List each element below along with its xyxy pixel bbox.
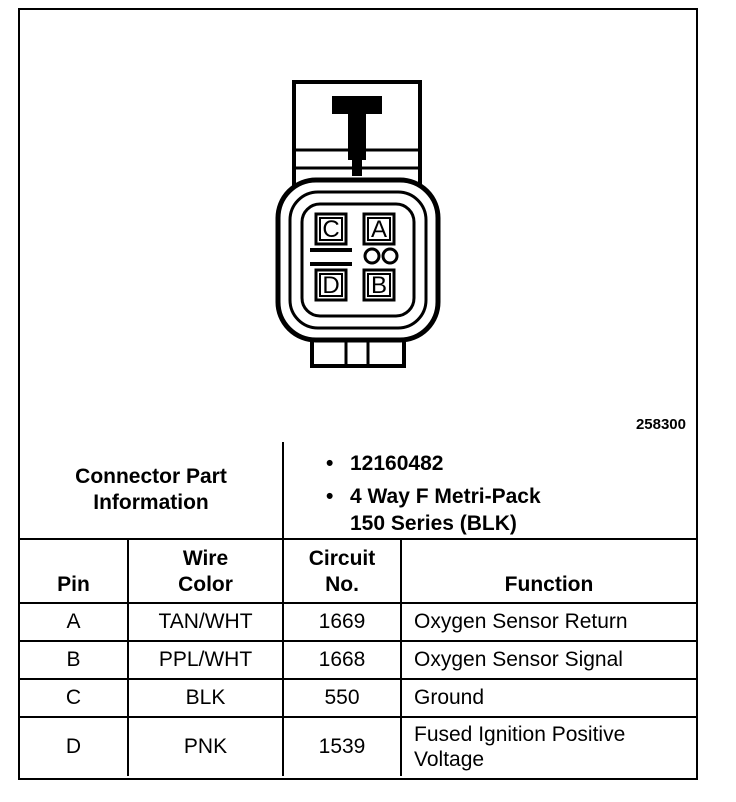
header-pin: Pin xyxy=(20,539,128,603)
cell-function-line1: Fused Ignition Positive xyxy=(414,723,626,746)
cell-function: Ground xyxy=(401,679,696,717)
header-function: Function xyxy=(401,539,696,603)
cell-pin: A xyxy=(20,603,128,641)
figure-number: 258300 xyxy=(635,416,686,433)
center-contact-left xyxy=(365,249,379,263)
table-row xyxy=(20,679,696,717)
part-info-label-line2: Information xyxy=(93,491,209,514)
part-info-label-line1: Connector Part xyxy=(75,465,227,488)
table-row xyxy=(20,603,696,641)
cell-function-line2: Voltage xyxy=(414,748,485,771)
pin-label-a: A xyxy=(370,216,388,243)
connector-info-table xyxy=(20,442,696,776)
cell-wire-color: PNK xyxy=(128,717,283,776)
list-item xyxy=(324,483,696,537)
cell-circuit: 550 xyxy=(283,679,401,717)
cell-circuit: 1668 xyxy=(283,641,401,679)
part-description-line1: 4 Way F Metri-Pack xyxy=(350,485,541,508)
cell-wire-color: TAN/WHT xyxy=(128,603,283,641)
pin-label-d: D xyxy=(322,272,340,299)
cell-pin: B xyxy=(20,641,128,679)
header-circuit-no: Circuit No. xyxy=(283,539,401,603)
cell-function xyxy=(401,717,696,776)
header-wire-color: Wire Color xyxy=(128,539,283,603)
connector-body-inner xyxy=(290,192,426,328)
cell-circuit: 1539 xyxy=(283,717,401,776)
table-header-row xyxy=(20,539,696,603)
bullet-icon: • xyxy=(326,452,334,475)
center-contact-right xyxy=(383,249,397,263)
connector-diagram-frame xyxy=(18,8,698,780)
cell-wire-color: PPL/WHT xyxy=(128,641,283,679)
connector-face-drawing xyxy=(20,10,696,440)
table-row xyxy=(20,717,696,776)
cell-function: Oxygen Sensor Signal xyxy=(401,641,696,679)
cell-circuit: 1669 xyxy=(283,603,401,641)
part-info-list xyxy=(283,442,696,539)
part-description-line2: 150 Series (BLK) xyxy=(350,512,517,535)
part-number: 12160482 xyxy=(350,452,444,475)
cell-pin: C xyxy=(20,679,128,717)
part-info-row xyxy=(20,442,696,539)
cell-function: Oxygen Sensor Return xyxy=(401,603,696,641)
cell-pin: D xyxy=(20,717,128,776)
list-item xyxy=(324,450,696,477)
pin-label-c: C xyxy=(322,216,340,243)
table-row xyxy=(20,641,696,679)
part-info-label xyxy=(20,442,283,539)
bullet-icon: • xyxy=(326,485,334,508)
pin-label-b: B xyxy=(370,272,388,299)
cell-wire-color: BLK xyxy=(128,679,283,717)
